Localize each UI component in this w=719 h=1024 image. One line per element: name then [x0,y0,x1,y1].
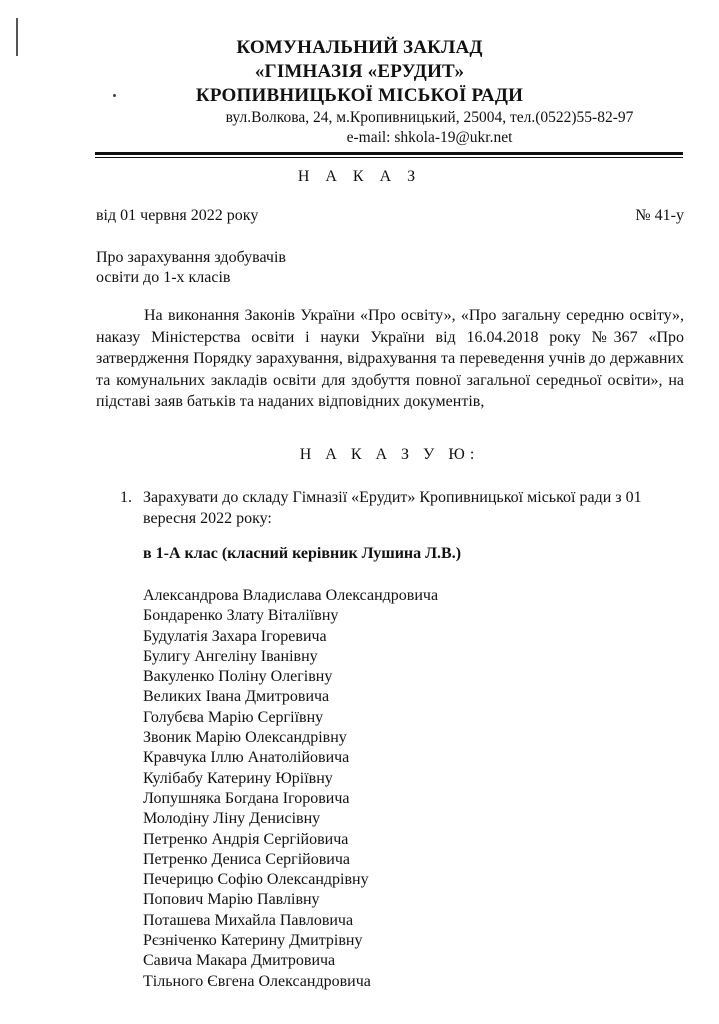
student-name: Петренко Дениса Сергійовича [143,850,351,868]
order-item-text: Зарахувати до складу Гімназії «Ерудит» Кропивницької міської ради з 01 вересня 2022 року: [143,489,642,527]
student-name: Кулібабу Катерину Юріївну [143,769,333,787]
student-name: Вакуленко Поліну Олегівну [143,668,333,686]
divider-thick-line [95,152,683,155]
student-name: Савича Макара Дмитровича [143,952,336,970]
student-name: Александрова Владислава Олександровича [143,587,439,604]
student-name: Молодіну Ліну Денисівну [143,810,321,828]
order-item [120,487,684,529]
institution-address: вул.Волкова, 24, м.Кропивницький, 25004, тел.(0522)55-82-97 [225,109,634,126]
institution-name: «ГІМНАЗІЯ «ЕРУДИТ» [254,61,465,82]
institution-type: КОМУНАЛЬНИЙ ЗАКЛАД [236,37,483,58]
order-item-number: 1. [120,489,132,506]
student-name: Тільного Євгена Олександровича [143,972,371,990]
student-name: Петренко Андрія Сергійовича [143,830,349,848]
subject-line-2: освіти до 1-х класів [96,269,231,286]
student-name: Кравчука Іллю Анатолійовича [143,749,350,767]
letterhead [0,36,719,148]
preamble-paragraph: На виконання Законів України «Про освіту», «Про загальну середню освіту», наказу Міністерства освіти і науки України від 16.04.2018 року №367 «Про затвердження Порядку зарахування, відрахування та переведення учнів до державних та комунальних закладів освіти для здобуття повної загальної середньої освіти», на підставі заяв батьків та наданих відповідних документів, [96,307,684,410]
date-number-row [96,207,684,225]
student-name: Голубєва Марію Сергіївну [143,708,324,726]
student-name: Звоник Марію Олександрівну [143,729,347,747]
student-name: Попович Марію Павлівну [143,891,320,909]
document-type-title: Н А К А З [297,168,422,185]
student-name: Рєзніченко Катерину Дмитрівну [143,932,363,950]
order-number: № 41-у [635,207,684,224]
order-date: від 01 червня 2022 року [96,207,259,224]
institution-council: КРОПИВНИЦЬКОЇ МІСЬКОЇ РАДИ [195,85,524,106]
order-subject [96,248,286,288]
letterhead-divider [95,152,683,158]
student-name: Великих Івана Дмитровича [143,688,330,706]
subject-line-1: Про зарахування здобувачів [96,249,286,266]
student-list [143,586,438,992]
student-name: Будулатія Захара Ігоревича [143,627,327,645]
divider-thin-line [95,157,683,158]
student-name: Бондаренко Злату Віталіївну [143,607,339,625]
student-name: Лопушняка Богдана Ігоровича [143,789,350,807]
institution-email: e-mail: shkola-19@ukr.net [346,129,513,146]
order-keyword: Н А К А З У Ю: [299,446,480,463]
class-heading: в 1-А клас (класний керівник Лушина Л.В.) [143,545,462,562]
student-name: Булигу Ангеліну Іванівну [143,647,318,665]
student-name: Поташева Михайла Павловича [143,911,354,929]
student-name: Печерицю Софію Олександрівну [143,871,369,889]
